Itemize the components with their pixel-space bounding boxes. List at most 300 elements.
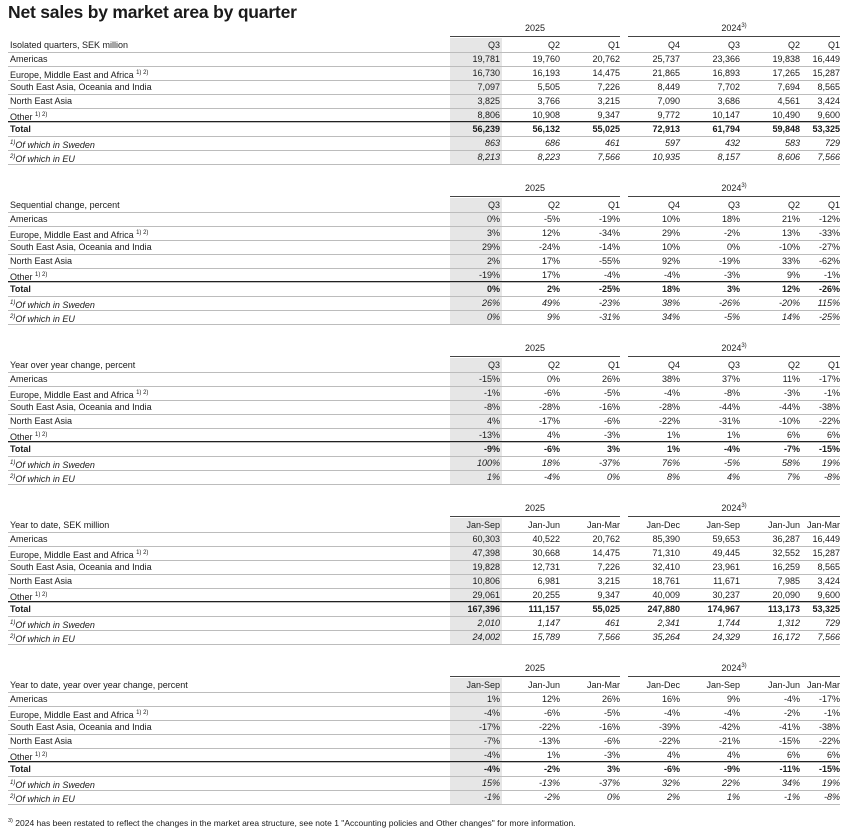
year-2025-header: 2025 (524, 503, 546, 513)
row-label-text: Other (10, 592, 33, 602)
table-cell: 24,329 (712, 632, 740, 642)
table-cell: -22% (658, 416, 680, 426)
year-2025-rule (450, 356, 620, 357)
row-label (10, 762, 31, 776)
column-header: Q3 (727, 360, 740, 370)
column-header: Q1 (607, 200, 620, 210)
table-cell: 9% (786, 270, 800, 280)
table-cell: 174,967 (707, 604, 740, 614)
table-cell: 3% (606, 764, 620, 774)
table-row (0, 692, 848, 706)
row-label-text: Europe, Middle East and Africa (10, 390, 134, 400)
table-cell: -6% (543, 708, 560, 718)
table-cell: 55,025 (592, 604, 620, 614)
table-cell: 1% (546, 750, 560, 760)
row-label-text: Other (10, 432, 33, 442)
table-cell: 36,287 (772, 534, 800, 544)
table-cell: -44% (778, 402, 800, 412)
page-title: Net sales by market area by quarter (8, 2, 297, 22)
table-cell: 8% (666, 472, 680, 482)
row-label-text: Of which in EU (15, 474, 75, 484)
table-cell: 7,566 (597, 152, 620, 162)
year-2024-text: 2024 (721, 23, 742, 33)
table-cell: -17% (818, 374, 840, 384)
table-cell: -37% (598, 778, 620, 788)
table-cell: 71,310 (652, 548, 680, 558)
table-cell: 4,561 (777, 96, 800, 106)
table-cell: 2% (486, 256, 500, 266)
table-cell: -42% (718, 722, 740, 732)
row-footnote-mark: 1) 2) (136, 70, 149, 76)
table-cell: 10,935 (652, 152, 680, 162)
table-row (0, 80, 848, 94)
table-cell: 1% (726, 430, 740, 440)
table-cell: 8,157 (717, 152, 740, 162)
table-cell: 11,671 (713, 576, 740, 586)
row-label-text: Of which in Sweden (15, 780, 95, 790)
row-footnote-mark: 1) 2) (35, 592, 48, 598)
table-cell: 35,264 (652, 632, 680, 642)
column-header: Q1 (827, 200, 840, 210)
table-cell: 6% (826, 430, 840, 440)
table-cell: 16,193 (532, 68, 560, 78)
table-cell: 30,237 (712, 590, 740, 600)
column-header: Q3 (727, 200, 740, 210)
year-2024-text: 2024 (721, 663, 742, 673)
table-cell: 2,010 (477, 618, 500, 628)
row-label-text: Americas (10, 534, 48, 544)
table-cell: 30,668 (532, 548, 560, 558)
table-cell: -17% (478, 722, 500, 732)
table-cell: -7% (783, 444, 800, 454)
table-cell: -4% (783, 694, 800, 704)
year-2025-rule (450, 196, 620, 197)
year-2025-rule (450, 516, 620, 517)
column-header: Q2 (787, 200, 800, 210)
table-cell: 1,744 (717, 618, 740, 628)
table-header-label: Year to date, SEK million (10, 520, 110, 530)
table-cell: -4% (663, 388, 680, 398)
year-2025-header: 2025 (524, 663, 546, 673)
column-header: Q2 (547, 40, 560, 50)
year-2024-header (628, 183, 840, 193)
table-cell: -15% (818, 444, 840, 454)
table-cell: 76% (661, 458, 680, 468)
table-cell: -22% (658, 736, 680, 746)
table-cell: -13% (538, 736, 560, 746)
table-cell: 597 (664, 138, 680, 148)
table-cell: 21,865 (652, 68, 680, 78)
table-row (0, 414, 848, 428)
table-cell: -9% (483, 444, 500, 454)
table-cell: 59,653 (712, 534, 740, 544)
table-cell: -31% (598, 312, 620, 322)
row-label-text: Europe, Middle East and Africa (10, 550, 134, 560)
row-label-text: Europe, Middle East and Africa (10, 710, 134, 720)
table-row (0, 706, 848, 720)
row-label (10, 720, 152, 734)
table-cell: 247,880 (647, 604, 680, 614)
total-rule (8, 281, 840, 282)
row-label-text: Of which in EU (15, 314, 75, 324)
table-cell: 26% (601, 374, 620, 384)
table-cell: 7,226 (597, 562, 620, 572)
table-cell: 18,761 (652, 576, 680, 586)
table-cell: 61,794 (712, 124, 740, 134)
table-cell: -38% (818, 722, 840, 732)
row-label (10, 414, 72, 428)
table-cell: -15% (778, 736, 800, 746)
table-cell: 17,265 (772, 68, 800, 78)
table-cell: 9,600 (817, 590, 840, 600)
table-cell: 18% (661, 284, 680, 294)
table-cell: -8% (483, 402, 500, 412)
table-cell: 9,347 (597, 590, 620, 600)
footnote-mark: 3) (8, 818, 13, 825)
row-footnote-mark: 1) 2) (136, 230, 149, 236)
table-row (0, 470, 848, 484)
table-cell: 100% (476, 458, 500, 468)
table-cell: 9,600 (817, 110, 840, 120)
table-cell: 5,505 (537, 82, 560, 92)
total-rule (8, 441, 840, 442)
table-cell: -5% (543, 214, 560, 224)
table-cell: -4% (483, 764, 500, 774)
table-cell: 863 (484, 138, 500, 148)
table-cell: 16,730 (472, 68, 500, 78)
table-cell: 0% (486, 312, 500, 322)
row-label-text: Of which in EU (15, 794, 75, 804)
table-cell: 0% (546, 374, 560, 384)
table-cell: -19% (478, 270, 500, 280)
table-cell: 40,522 (532, 534, 560, 544)
table-cell: -3% (603, 430, 620, 440)
table-cell: -4% (483, 750, 500, 760)
table-cell: 3,215 (597, 576, 620, 586)
row-divider (8, 644, 840, 645)
table-cell: -9% (723, 764, 740, 774)
row-label-text: Total (10, 284, 31, 294)
table-cell: 19,838 (772, 54, 800, 64)
table-cell: 3,424 (817, 96, 840, 106)
table-cell: 7% (786, 472, 800, 482)
table-cell: -6% (663, 764, 680, 774)
table-cell: 686 (544, 138, 560, 148)
table-cell: 47,398 (472, 548, 500, 558)
table-cell: 2% (666, 792, 680, 802)
row-footnote-mark: 2) (10, 154, 16, 160)
table-cell: 8,565 (817, 562, 840, 572)
table-cell: -23% (598, 298, 620, 308)
row-label-text: Other (10, 112, 33, 122)
row-label-text: South East Asia, Oceania and India (10, 82, 152, 92)
row-label-text: North East Asia (10, 416, 73, 426)
table-row (0, 630, 848, 644)
row-label-text: South East Asia, Oceania and India (10, 402, 152, 412)
table-cell: 8,213 (477, 152, 500, 162)
column-header: Jan-Jun (767, 680, 800, 690)
row-footnote-mark: 1) 2) (136, 710, 149, 716)
table-cell: -19% (598, 214, 620, 224)
table-cell: -16% (598, 722, 620, 732)
row-label-text: Europe, Middle East and Africa (10, 230, 134, 240)
table-cell: 3,424 (817, 576, 840, 586)
table-cell: 23,961 (712, 562, 740, 572)
table-row (0, 616, 848, 630)
table-cell: 8,606 (777, 152, 800, 162)
row-label-text: North East Asia (10, 576, 73, 586)
table-cell: 1,312 (777, 618, 800, 628)
column-header: Q4 (667, 200, 680, 210)
row-label (10, 442, 31, 456)
row-label-text: Of which in Sweden (15, 620, 95, 630)
table-cell: -20% (778, 298, 800, 308)
year-2024-header (628, 343, 840, 353)
table-cell: 12% (541, 694, 560, 704)
table-cell: 19,828 (472, 562, 500, 572)
row-label (10, 52, 48, 66)
table-cell: 19% (821, 778, 840, 788)
table-cell: -7% (483, 736, 500, 746)
table-cell: -2% (783, 708, 800, 718)
row-label-text: Total (10, 124, 31, 134)
column-header: Q1 (827, 40, 840, 50)
table-cell: -5% (723, 312, 740, 322)
year-2024-mark: 3) (741, 343, 747, 349)
table-row (0, 108, 848, 122)
table-cell: -2% (543, 792, 560, 802)
year-2024-rule (628, 356, 840, 357)
table-cell: 1% (486, 472, 500, 482)
table-cell: -15% (818, 764, 840, 774)
column-header: Jan-Dec (646, 680, 680, 690)
table-row (0, 574, 848, 588)
row-footnote-mark: 1) 2) (35, 272, 48, 278)
table-cell: 53,325 (812, 604, 840, 614)
row-label-text: South East Asia, Oceania and India (10, 242, 152, 252)
year-2024-rule (628, 36, 840, 37)
table-cell: -1% (823, 388, 840, 398)
table-cell: 7,566 (817, 152, 840, 162)
column-header: Jan-Sep (706, 680, 740, 690)
table-cell: 0% (606, 792, 620, 802)
row-label (10, 532, 48, 546)
table-cell: 9,347 (597, 110, 620, 120)
table-cell: -3% (603, 750, 620, 760)
table-header-row (0, 518, 848, 532)
table-cell: 10% (661, 242, 680, 252)
table-cell: 8,565 (817, 82, 840, 92)
column-header: Q1 (827, 360, 840, 370)
table-cell: 60,303 (472, 534, 500, 544)
table-cell: 9% (546, 312, 560, 322)
column-header: Jan-Dec (646, 520, 680, 530)
row-footnote-mark: 1) (10, 620, 16, 626)
row-label (10, 94, 72, 108)
row-label (10, 692, 48, 706)
table-cell: 8,449 (657, 82, 680, 92)
row-divider (8, 324, 840, 325)
row-footnote-mark: 1) 2) (35, 432, 48, 438)
table-row (0, 310, 848, 324)
table-cell: -55% (598, 256, 620, 266)
table-cell: -3% (783, 388, 800, 398)
table-cell: 49,445 (712, 548, 740, 558)
table-cell: 22% (721, 778, 740, 788)
table-cell: -10% (778, 416, 800, 426)
year-2024-mark: 3) (741, 23, 747, 29)
table-cell: -25% (818, 312, 840, 322)
row-label (10, 282, 31, 296)
table-cell: 1% (486, 694, 500, 704)
row-footnote-mark: 1) (10, 780, 16, 786)
table-cell: 32% (661, 778, 680, 788)
table-row (0, 372, 848, 386)
row-label (10, 602, 31, 616)
row-label-text: Of which in Sweden (15, 300, 95, 310)
table-cell: 461 (604, 618, 620, 628)
table-cell: 25,737 (652, 54, 680, 64)
table-cell: -8% (723, 388, 740, 398)
year-2024-rule (628, 196, 840, 197)
table-header-row (0, 198, 848, 212)
table-cell: -1% (823, 708, 840, 718)
table-cell: -4% (543, 472, 560, 482)
table-cell: 4% (546, 430, 560, 440)
table-cell: 15% (481, 778, 500, 788)
row-divider (8, 804, 840, 805)
total-rule (8, 121, 840, 122)
table-cell: 55,025 (592, 124, 620, 134)
table-cell: 16,259 (772, 562, 800, 572)
table-cell: 583 (784, 138, 800, 148)
table-cell: -28% (538, 402, 560, 412)
table-cell: -4% (483, 708, 500, 718)
row-label-text: Other (10, 272, 33, 282)
table-cell: 38% (661, 298, 680, 308)
row-label (10, 400, 152, 414)
table-cell: -1% (483, 792, 500, 802)
row-label-text: Of which in Sweden (15, 140, 95, 150)
table-cell: -6% (543, 444, 560, 454)
table-cell: 49% (541, 298, 560, 308)
table-cell: 10,908 (532, 110, 560, 120)
table-row (0, 136, 848, 150)
table-cell: -8% (823, 472, 840, 482)
table-cell: -34% (598, 228, 620, 238)
row-label-text: North East Asia (10, 256, 73, 266)
table-row (0, 762, 848, 776)
table-row (0, 52, 848, 66)
year-2024-text: 2024 (721, 183, 742, 193)
table-cell: 113,173 (767, 604, 800, 614)
row-label-text: South East Asia, Oceania and India (10, 562, 152, 572)
row-footnote-mark: 1) 2) (136, 390, 149, 396)
table-row (0, 588, 848, 602)
table-cell: 3,215 (597, 96, 620, 106)
table-cell: 10,147 (712, 110, 740, 120)
row-footnote-mark: 2) (10, 794, 16, 800)
column-header: Jan-Mar (586, 680, 620, 690)
table-cell: 729 (824, 618, 840, 628)
table-cell: -13% (538, 778, 560, 788)
table-cell: 7,226 (597, 82, 620, 92)
table-header-row (0, 38, 848, 52)
row-footnote-mark: 1) (10, 300, 16, 306)
row-label (10, 574, 72, 588)
row-label-text: Europe, Middle East and Africa (10, 70, 134, 80)
table-row (0, 776, 848, 790)
table-cell: -8% (823, 792, 840, 802)
row-footnote-mark: 1) 2) (136, 550, 149, 556)
table-cell: 7,090 (657, 96, 680, 106)
table-cell: 12% (541, 228, 560, 238)
table-cell: 7,702 (717, 82, 740, 92)
table-cell: -22% (818, 416, 840, 426)
table-cell: 56,132 (532, 124, 560, 134)
year-2025-header: 2025 (524, 343, 546, 353)
table-cell: 3,686 (717, 96, 740, 106)
table-row (0, 790, 848, 804)
table-cell: 92% (661, 256, 680, 266)
year-2024-mark: 3) (741, 663, 747, 669)
table-row (0, 532, 848, 546)
table-row (0, 94, 848, 108)
table-cell: 12,731 (532, 562, 560, 572)
table-cell: 16,449 (812, 534, 840, 544)
table-cell: 85,390 (652, 534, 680, 544)
table-cell: -26% (718, 298, 740, 308)
table-cell: -1% (483, 388, 500, 398)
table-cell: -25% (598, 284, 620, 294)
table-cell: 16,893 (712, 68, 740, 78)
row-footnote-mark: 2) (10, 314, 16, 320)
table-cell: 15,287 (812, 68, 840, 78)
footnote-text: 2024 has been restated to reflect the changes in the market area structure, see note 1 "Accounting policies and Other changes" for more information. (15, 818, 576, 828)
table-row (0, 122, 848, 136)
column-header: Jan-Sep (466, 520, 500, 530)
row-footnote-mark: 1) (10, 460, 16, 466)
table-cell: 115% (817, 298, 840, 308)
table-row (0, 546, 848, 560)
table-cell: 14,475 (592, 548, 620, 558)
table-row (0, 296, 848, 310)
column-header: Q1 (607, 40, 620, 50)
year-2025-header: 2025 (524, 183, 546, 193)
table-cell: -4% (723, 444, 740, 454)
row-label-text: Total (10, 604, 31, 614)
table-cell: 20,762 (592, 534, 620, 544)
table-cell: -4% (723, 708, 740, 718)
table-cell: 1% (666, 430, 680, 440)
table-cell: 18% (541, 458, 560, 468)
column-header: Q2 (547, 360, 560, 370)
row-label-text: North East Asia (10, 736, 73, 746)
table-row (0, 240, 848, 254)
column-header: Q2 (787, 40, 800, 50)
footnote (8, 818, 576, 828)
table-cell: -27% (818, 242, 840, 252)
table-cell: 15,789 (532, 632, 560, 642)
table-cell: -6% (543, 388, 560, 398)
column-header: Jan-Sep (466, 680, 500, 690)
table-cell: 6% (786, 430, 800, 440)
table-cell: 10,490 (772, 110, 800, 120)
table-cell: 6% (786, 750, 800, 760)
table-cell: 7,566 (817, 632, 840, 642)
table-cell: 10% (661, 214, 680, 224)
year-2024-header (628, 503, 840, 513)
